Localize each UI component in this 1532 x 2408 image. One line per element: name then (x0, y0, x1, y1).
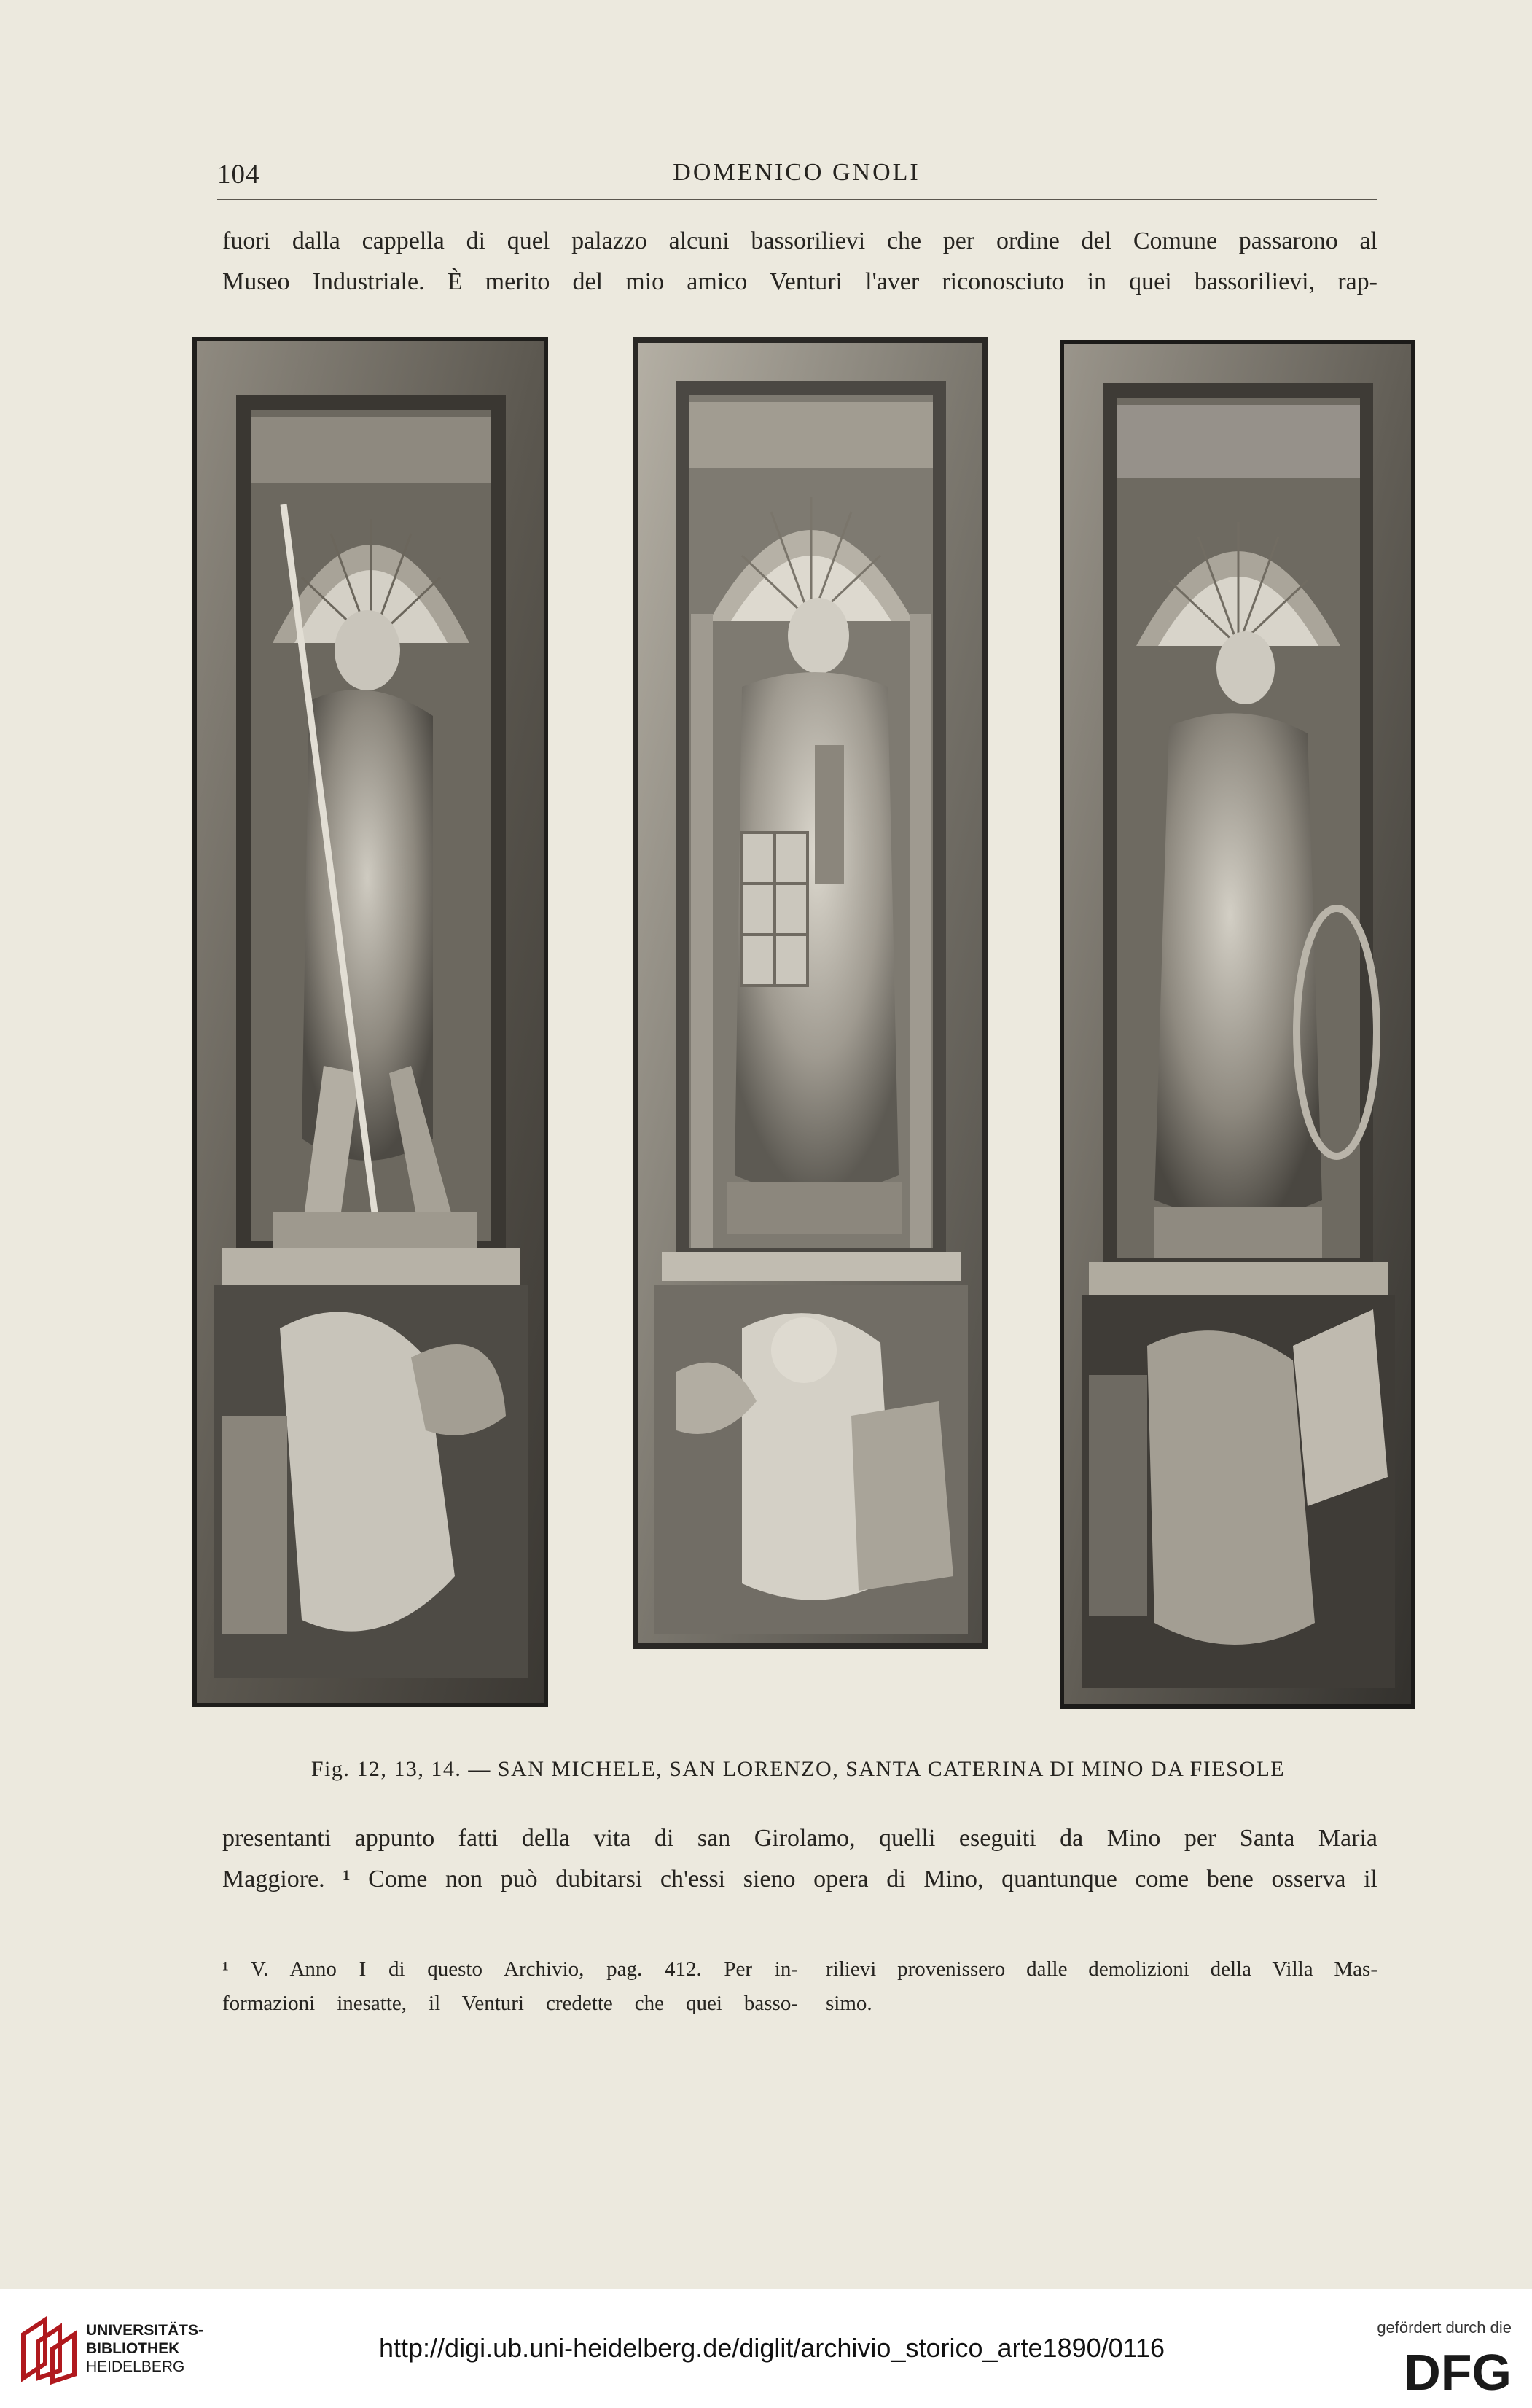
library-name-line: HEIDELBERG (86, 2358, 185, 2375)
dfg-logo-text: DFG (1404, 2345, 1512, 2396)
footnote-line: ¹ V. Anno I di questo Archivio, pag. 412. Per in- (222, 1957, 798, 1981)
page-number: 104 (217, 160, 260, 190)
relief-santa-caterina-image (1060, 340, 1415, 1709)
footnote-line: rilievi provenissero dalle demolizioni della Villa Mas- (826, 1957, 1377, 1981)
library-name-line: BIBLIOTHEK (86, 2340, 180, 2357)
university-library-logo-icon (16, 2312, 82, 2385)
body-paragraph-top (222, 221, 1377, 303)
running-title: DOMENICO GNOLI (673, 159, 921, 186)
library-name-line: UNIVERSITÄTS- (86, 2322, 204, 2339)
digitization-footer (0, 2289, 1532, 2408)
text-line: Maggiore. ¹ Come non può dubitarsi ch'essi sieno opera di Mino, quantunque come bene osserva il (222, 1866, 1377, 1893)
text-line: presentanti appunto fatti della vita di san Girolamo, quelli eseguiti da Mino per Santa Maria (222, 1825, 1377, 1852)
figure-san-michele (192, 337, 548, 1707)
figure-san-lorenzo (633, 337, 988, 1649)
header-rule (217, 199, 1377, 200)
figure-santa-caterina (1060, 340, 1415, 1709)
library-name (86, 2321, 203, 2376)
text-line: Museo Industriale. È merito del mio amico Venturi l'aver riconosciuto in quei bassorilievi, rap- (222, 268, 1377, 295)
body-paragraph-bottom (222, 1818, 1377, 1900)
footnote-column-right (826, 1952, 1377, 2021)
text-line: fuori dalla cappella di quel palazzo alcuni bassorilievi che per ordine del Comune passarono al (222, 227, 1377, 254)
funder-text: gefördert durch die (1377, 2318, 1512, 2337)
footnote-line: simo. (826, 1992, 872, 2015)
relief-san-lorenzo-image (633, 337, 988, 1649)
figure-caption: Fig. 12, 13, 14. — SAN MICHELE, SAN LORENZO, SANTA CATERINA DI MINO DA FIESOLE (310, 1757, 1286, 1781)
footnote-column-left (222, 1952, 798, 2021)
running-head (217, 150, 1376, 194)
dfg-logo-icon (1366, 2345, 1512, 2396)
relief-san-michele-image (192, 337, 548, 1707)
footnote-line: formazioni inesatte, il Venturi credette che quei basso- (222, 1992, 798, 2015)
permalink-url[interactable]: http://digi.ub.uni-heidelberg.de/diglit/archivio_storico_arte1890/0116 (379, 2333, 1165, 2363)
